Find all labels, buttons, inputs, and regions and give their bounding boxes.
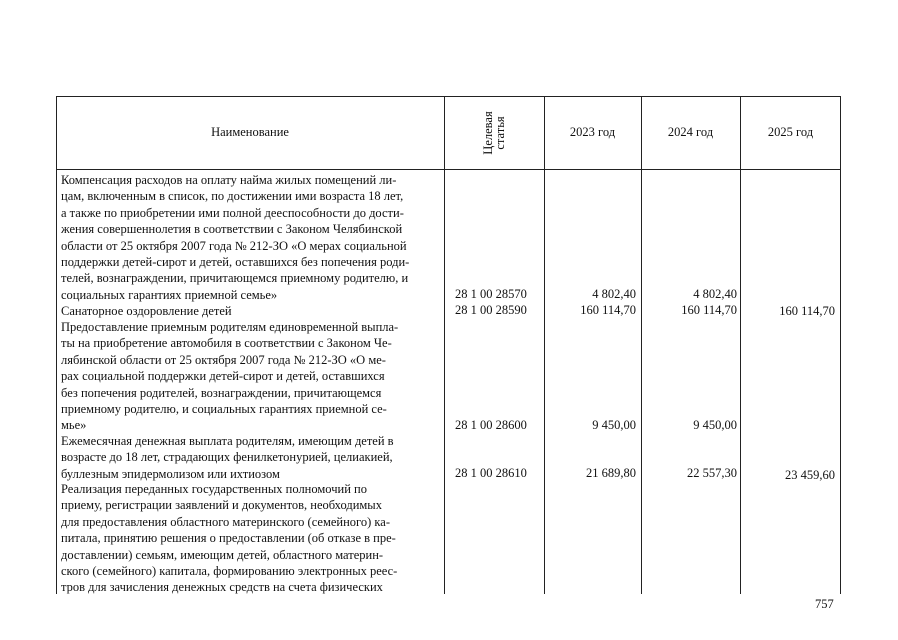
desc-line: рах социальной поддержки детей-сирот и детей, оставшихся [61,369,385,384]
desc-line: буллезным эпидермолизом или ихтиозом [61,466,280,481]
desc-line: питала, принятию решения о предоставлении (об отказе в пре- [61,531,396,546]
row-code: 28 1 00 28610 [455,466,527,480]
row-value-2023: 9 450,00 [592,418,636,432]
header-2024 [641,96,740,169]
row-value-2023: 160 114,70 [580,303,636,317]
column-divider [641,96,642,594]
desc-line: жения совершеннолетия в соответствии с Законом Челябинской [61,222,403,237]
row-value-2025: 23 459,60 [785,468,835,482]
page-number: 757 [815,597,834,611]
column-divider [740,96,741,594]
desc-line: ты на приобретение автомобиля в соответствии с Законом Че- [61,336,392,351]
desc-line: для предоставления областного материнского (семейного) ка- [61,514,390,529]
desc-line: возрасте до 18 лет, страдающих фенилкетонурией, целиакией, [61,450,393,465]
desc-line: приемному родителю, и социальных гарантиях приемной се- [61,402,387,417]
desc-line: социальных гарантиях приемной семье» [61,287,278,302]
header-name [56,96,444,169]
header-name-label: Наименование [211,125,289,139]
row-description [61,303,442,319]
row-value-2024: 22 557,30 [687,466,737,480]
column-divider [444,96,445,594]
desc-line: без попечения родителей, вознаграждении, причитающемся [61,385,382,400]
desc-line: ского (семейного) капитала, формированию электронных реес- [61,564,398,579]
desc-line: лябинской области от 25 октября 2007 года № 212-ЗО «О ме- [61,352,386,367]
desc-line: Санаторное оздоровление детей [61,304,232,318]
header-code-label: Целевая статья [481,110,507,155]
desc-line: Компенсация расходов на оплату найма жилых помещений ли- [61,173,397,187]
row-description [61,481,442,596]
row-description [61,172,442,303]
row-description [61,319,442,434]
column-divider [544,96,545,594]
header-2025-label: 2025 год [767,125,814,139]
header-code [444,96,544,169]
header-2023 [544,96,641,169]
desc-line: тров для зачисления денежных средств на счета физических [61,580,383,595]
row-value-2024: 160 114,70 [681,303,737,317]
desc-line: доставлении) семьям, имеющим детей, областного материн- [61,547,384,562]
row-description [61,433,442,482]
row-code: 28 1 00 28590 [455,303,527,317]
row-value-2025: 160 114,70 [779,304,835,318]
row-code: 28 1 00 28570 [455,287,527,301]
desc-line: мье» [61,418,87,433]
desc-line: области от 25 октября 2007 года № 212-ЗО «О мерах социальной [61,238,407,253]
row-value-2023: 4 802,40 [592,287,636,301]
row-value-2023: 21 689,80 [586,466,636,480]
desc-line: приему, регистрации заявлений и документов, необходимых [61,498,382,513]
header-2025 [740,96,841,169]
desc-line: Предоставление приемным родителям единовременной выпла- [61,320,399,334]
row-value-2024: 4 802,40 [693,287,737,301]
desc-line: Ежемесячная денежная выплата родителям, имеющим детей в [61,434,394,448]
desc-line: поддержки детей-сирот и детей, оставшихся без попечения роди- [61,255,410,270]
header-2024-label: 2024 год [667,125,714,139]
header-divider [56,169,841,170]
desc-line: а также по приобретении ими полной дееспособности до дости- [61,205,404,220]
row-code: 28 1 00 28600 [455,418,527,432]
header-2023-label: 2023 год [569,125,616,139]
desc-line: цам, включенным в список, по достижении ими возраста 18 лет, [61,189,404,204]
row-value-2024: 9 450,00 [693,418,737,432]
desc-line: телей, вознаграждении, причитающемся приемному родителю, и [61,271,409,286]
desc-line: Реализация переданных государственных полномочий по [61,482,367,496]
